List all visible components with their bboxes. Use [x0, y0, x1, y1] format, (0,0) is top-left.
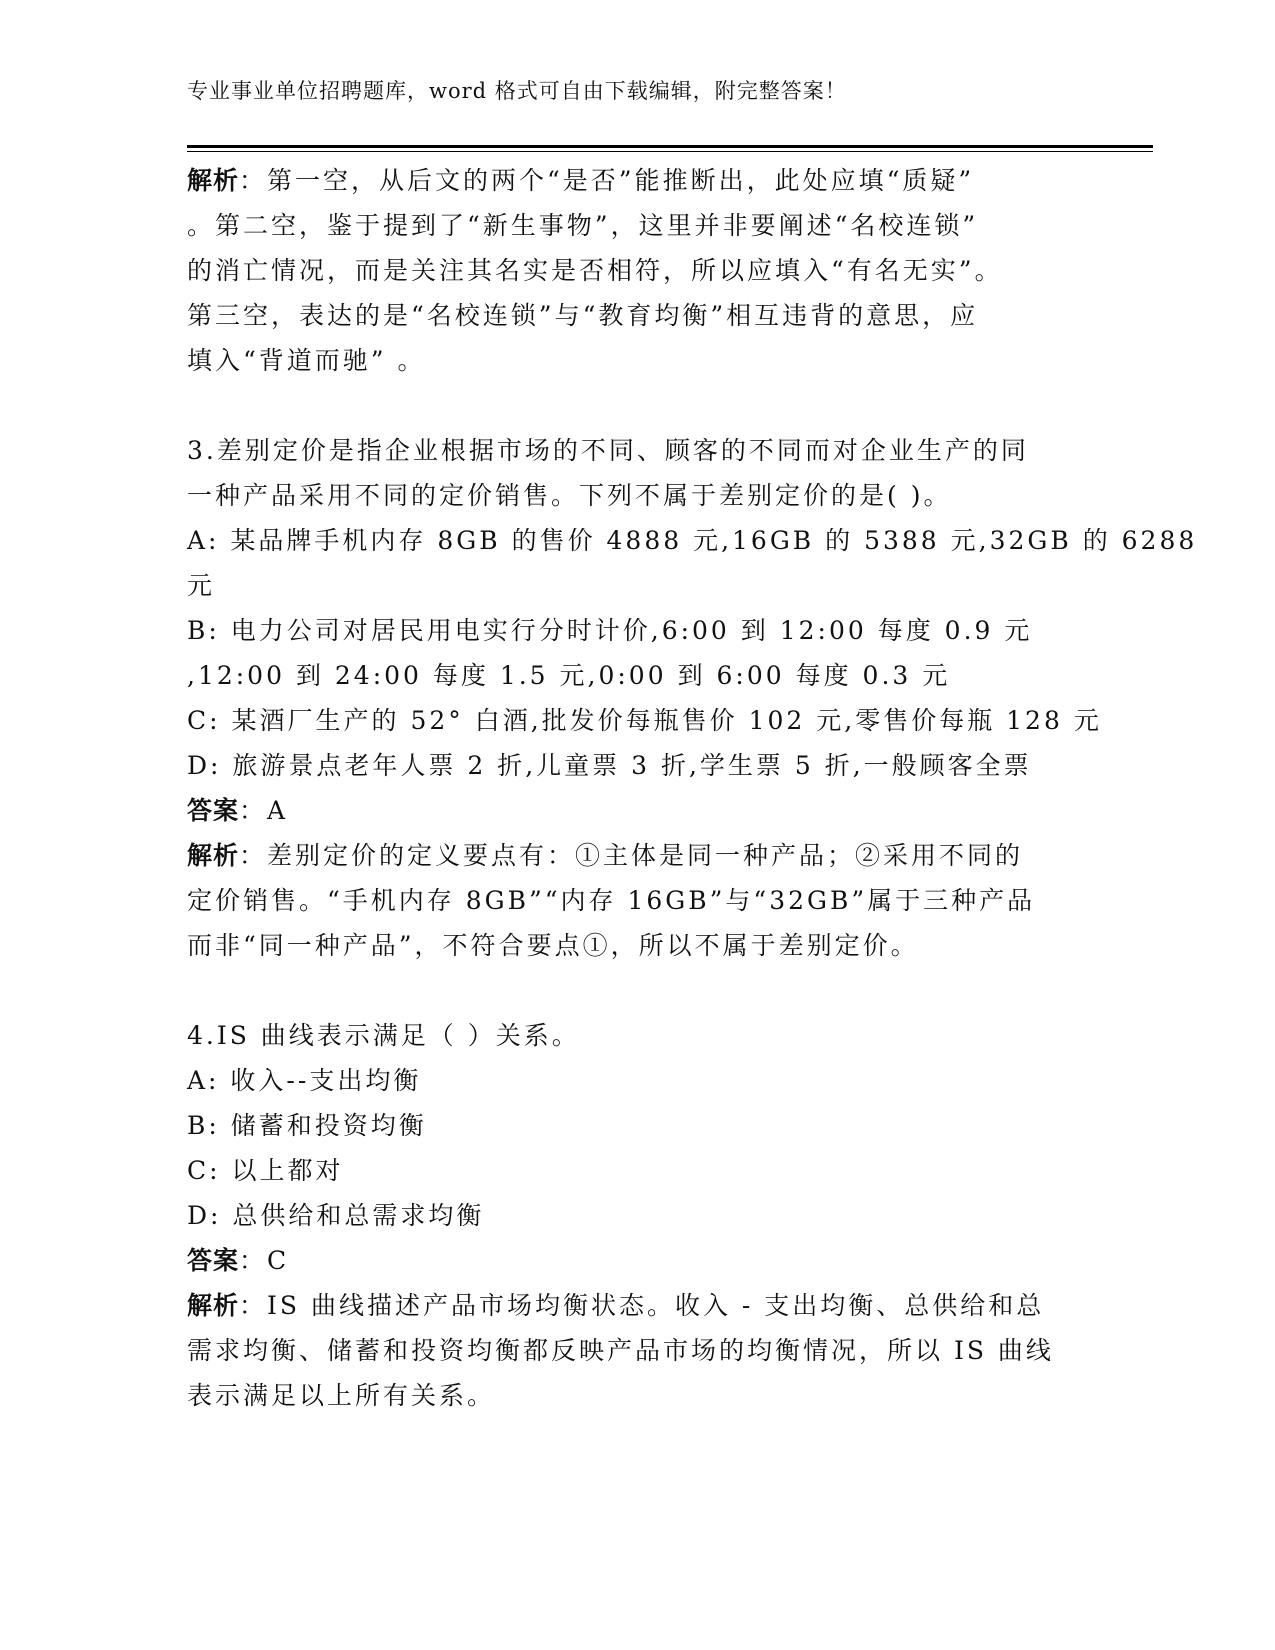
- q3-analysis: 定价销售。“手机内存 8GB”“内存 16GB”与“32GB”属于三种产品: [187, 886, 1036, 915]
- spacer: [187, 383, 1087, 428]
- q3-answer: 答案：A: [187, 796, 289, 825]
- q4-option-d: D: 总供给和总需求均衡: [187, 1201, 485, 1230]
- q3-analysis: 而非“同一种产品”，不符合要点①，所以不属于差别定价。: [187, 931, 919, 960]
- document-body: [187, 158, 1198, 1418]
- header-rule-thick: [187, 145, 1153, 148]
- q2-analysis-line: 第三空，表达的是“名校连锁”与“教育均衡”相互违背的意思，应: [187, 301, 979, 330]
- q3-option-a: 元: [187, 571, 216, 600]
- spacer: [187, 968, 1087, 1013]
- q4-analysis: 表示满足以上所有关系。: [187, 1381, 496, 1410]
- q4-option-c: C: 以上都对: [187, 1156, 344, 1185]
- q3-option-d: D: 旅游景点老年人票 2 折,儿童票 3 折,学生票 5 折,一般顾客全票: [187, 751, 1032, 780]
- q3-option-a: A: 某品牌手机内存 8GB 的售价 4888 元,16GB 的 5388 元,32GB 的 6288: [187, 526, 1198, 555]
- q3-stem: 3.差别定价是指企业根据市场的不同、顾客的不同而对企业生产的同: [187, 436, 1029, 465]
- answer-label: 答案: [187, 796, 240, 825]
- analysis-label: 解析: [187, 1291, 240, 1320]
- q3-option-b: B: 电力公司对居民用电实行分时计价,6:00 到 12:00 每度 0.9 元: [187, 616, 1033, 645]
- answer-label: 答案: [187, 1246, 240, 1275]
- analysis-label: 解析: [187, 166, 240, 195]
- q4-option-b: B: 储蓄和投资均衡: [187, 1111, 427, 1140]
- q3-option-b: ,12:00 到 24:00 每度 1.5 元,0:00 到 6:00 每度 0.3 元: [187, 661, 951, 690]
- q4-answer: 答案：C: [187, 1246, 290, 1275]
- q3-analysis: 解析：差别定价的定义要点有：①主体是同一种产品；②采用不同的: [187, 841, 1024, 870]
- q4-analysis: 解析：IS 曲线描述产品市场均衡状态。收入 - 支出均衡、总供给和总: [187, 1291, 1045, 1320]
- q4-analysis: 需求均衡、储蓄和投资均衡都反映产品市场的均衡情况，所以 IS 曲线: [187, 1336, 1054, 1365]
- q4-stem: 4.IS 曲线表示满足（ ）关系。: [187, 1021, 580, 1050]
- q3-stem: 一种产品采用不同的定价销售。下列不属于差别定价的是( )。: [187, 481, 952, 510]
- page-header: 专业事业单位招聘题库，word 格式可自由下载编辑，附完整答案！: [187, 79, 847, 103]
- q2-analysis-line: 。第二空，鉴于提到了“新生事物”，这里并非要阐述“名校连锁”: [187, 211, 979, 240]
- q3-option-c: C: 某酒厂生产的 52° 白酒,批发价每瓶售价 102 元,零售价每瓶 128 元: [187, 706, 1102, 735]
- q4-option-a: A: 收入--支出均衡: [187, 1066, 422, 1095]
- header-rule-thin: [187, 151, 1153, 152]
- q2-analysis-line: 的消亡情况，而是关注其名实是否相符，所以应填入“有名无实”。: [187, 256, 1003, 285]
- analysis-label: 解析: [187, 841, 240, 870]
- q2-analysis-line: 解析：第一空，从后文的两个“是否”能推断出，此处应填“质疑”: [187, 166, 975, 195]
- q2-analysis-line: 填入“背道而驰” 。: [187, 346, 426, 375]
